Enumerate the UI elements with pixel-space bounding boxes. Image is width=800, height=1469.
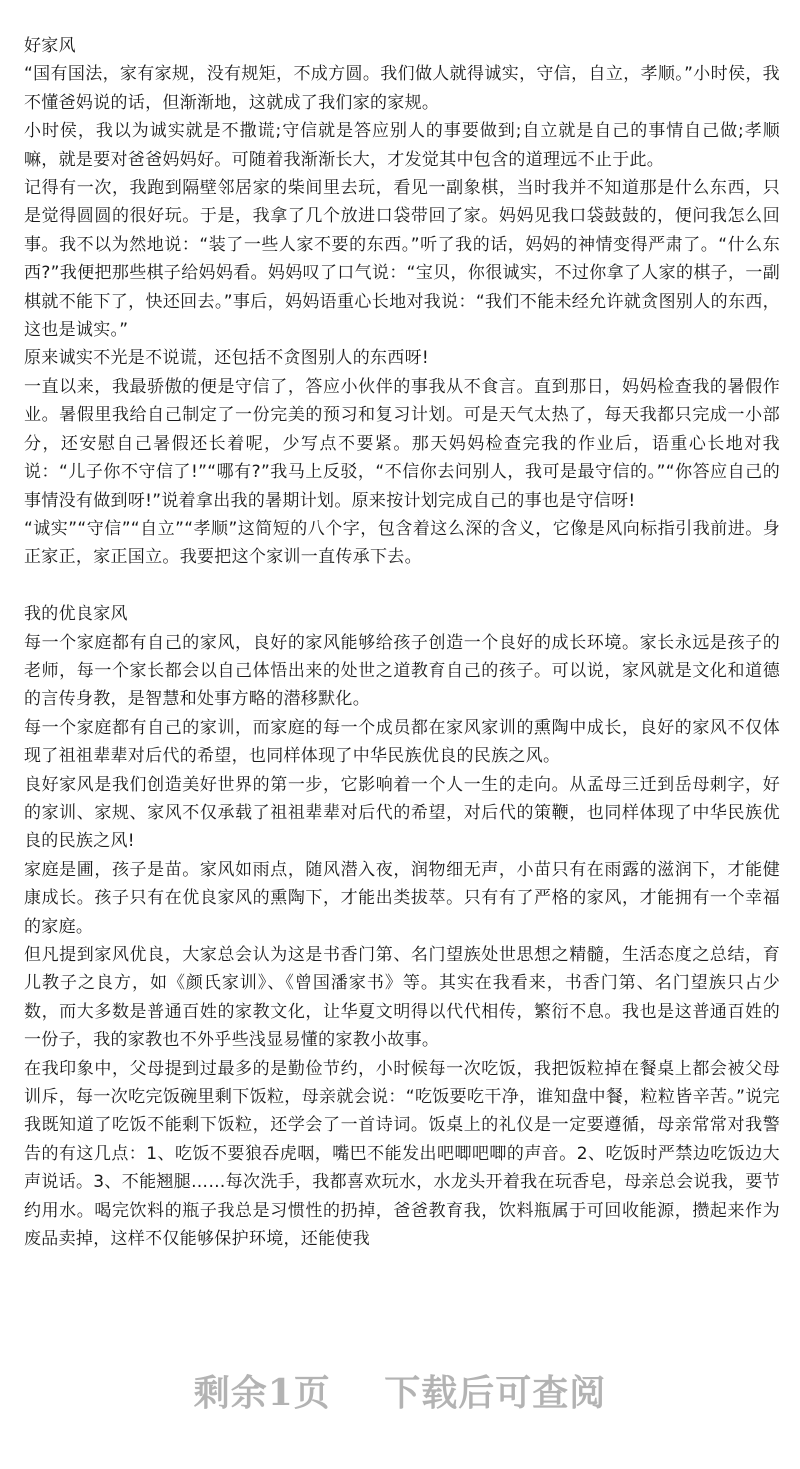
document-body	[24, 32, 780, 1253]
section-title: 好家风	[24, 36, 76, 56]
paragraph: 记得有一次，我跑到隔壁邻居家的柴间里去玩，看见一副象棋，当时我并不知道那是什么东西，只是觉得圆圆的很好玩。于是，我拿了几个放进口袋带回了家。妈妈见我口袋鼓鼓的，便问我怎么回事。我不以为然地说：“装了一些人家不要的东西。”听了我的话，妈妈的神情变得严肃了。“什么东西?”我便把那些棋子给妈妈看。妈妈叹了口气说：“宝贝，你很诚实，不过你拿了人家的棋子，一副棋就不能下了，快还回去。”事后，妈妈语重心长地对我说：“我们不能未经允许就贪图别人的东西，这也是诚实。”	[24, 178, 780, 341]
paragraph: 每一个家庭都有自己的家风，良好的家风能够给孩子创造一个良好的成长环境。家长永远是孩子的老师，每一个家长都会以自己体悟出来的处世之道教育自己的孩子。可以说，家风就是文化和道德的言传身教，是智慧和处事方略的潜移默化。	[24, 632, 780, 710]
paragraph: 原来诚实不光是不说谎，还包括不贪图别人的东西呀!	[24, 348, 430, 369]
paragraph: 每一个家庭都有自己的家训，而家庭的每一个成员都在家风家训的熏陶中成长，良好的家风不仅体现了祖祖辈辈对后代的希望，也同样体现了中华民族优良的民族之风。	[24, 717, 780, 767]
section-spacer	[24, 572, 780, 600]
section-1	[24, 32, 780, 572]
paragraph: “诚实”“守信”“自立”“孝顺”这简短的八个字，包含着这么深的含义，它像是风向标指引我前进。身正家正，家正国立。我要把这个家训一直传承下去。	[24, 518, 780, 568]
paragraph: 良好家风是我们创造美好世界的第一步，它影响着一个人一生的走向。从孟母三迁到岳母刺字，好的家训、家规、家风不仅承载了祖祖辈辈对后代的希望，对后代的策鞭，也同样体现了中华民族优良的民族之风!	[24, 774, 780, 852]
section-2	[24, 600, 780, 1253]
remaining-pages-label: 剩余1页	[193, 1372, 331, 1414]
paragraph: 但凡提到家风优良，大家总会认为这是书香门第、名门望族处世思想之精髓，生活态度之总结，育儿教子之良方，如《颜氏家训》、《曾国潘家书》等。其实在我看来，书香门第、名门望族只占少数，而大多数是普通百姓的家教文化，让华夏文明得以代代相传，繁衍不息。我也是这普通百姓的一份子，我的家教也不外乎些浅显易懂的家教小故事。	[24, 944, 780, 1051]
section-title: 我的优良家风	[24, 604, 128, 625]
paragraph: “国有国法，家有家规，没有规矩，不成方圆。我们做人就得诚实，守信，自立，孝顺。”小时侯，我不懂爸妈说的话，但渐渐地，这就成了我们家的家规。	[24, 64, 780, 113]
download-prompt[interactable]	[0, 1365, 800, 1416]
paragraph: 家庭是圃，孩子是苗。家风如雨点，随风潜入夜，润物细无声，小苗只有在雨露的滋润下，才能健康成长。孩子只有在优良家风的熏陶下，才能出类拔萃。只有有了严格的家风，才能拥有一个幸福的家庭。	[24, 859, 780, 937]
download-to-view-label[interactable]: 下载后可查阅	[384, 1372, 607, 1414]
paragraph: 小时侯，我以为诚实就是不撒谎;守信就是答应别人的事要做到;自立就是自己的事情自己做;孝顺嘛，就是要对爸爸妈妈好。可随着我渐渐长大，才发觉其中包含的道理远不止于此。	[24, 121, 780, 170]
paragraph: 一直以来，我最骄傲的便是守信了，答应小伙伴的事我从不食言。直到那日，妈妈检查我的暑假作业。暑假里我给自己制定了一份完美的预习和复习计划。可是天气太热了，每天我都只完成一小部分，还安慰自己暑假还长着呢，少写点不要紧。那天妈妈检查完我的作业后，语重心长地对我说：“儿子你不守信了!”“哪有?”我马上反驳，“不信你去问别人，我可是最守信的。”“你答应自己的事情没有做到呀!”说着拿出我的暑期计划。原来按计划完成自己的事也是守信呀!	[24, 376, 780, 511]
paragraph: 在我印象中，父母提到过最多的是勤俭节约，小时候每一次吃饭，我把饭粒掉在餐桌上都会被父母训斥，每一次吃完饭碗里剩下饭粒，母亲就会说：“吃饭要吃干净，谁知盘中餐，粒粒皆辛苦。”说完我既知道了吃饭不能剩下饭粒，还学会了一首诗词。饭桌上的礼仪是一定要遵循，母亲常常对我警告的有这几点：1、吃饭不要狼吞虎咽，嘴巴不能发出吧唧吧唧的声音。2、吃饭时严禁边吃饭边大声说话。3、不能翘腿……每次洗手，我都喜欢玩水，水龙头开着我在玩香皂，母亲总会说我，要节约用水。喝完饮料的瓶子我总是习惯性的扔掉，爸爸教育我，饮料瓶属于可回收能源，攒起来作为废品卖掉，这样不仅能够保护环境，还能使我	[24, 1058, 780, 1250]
